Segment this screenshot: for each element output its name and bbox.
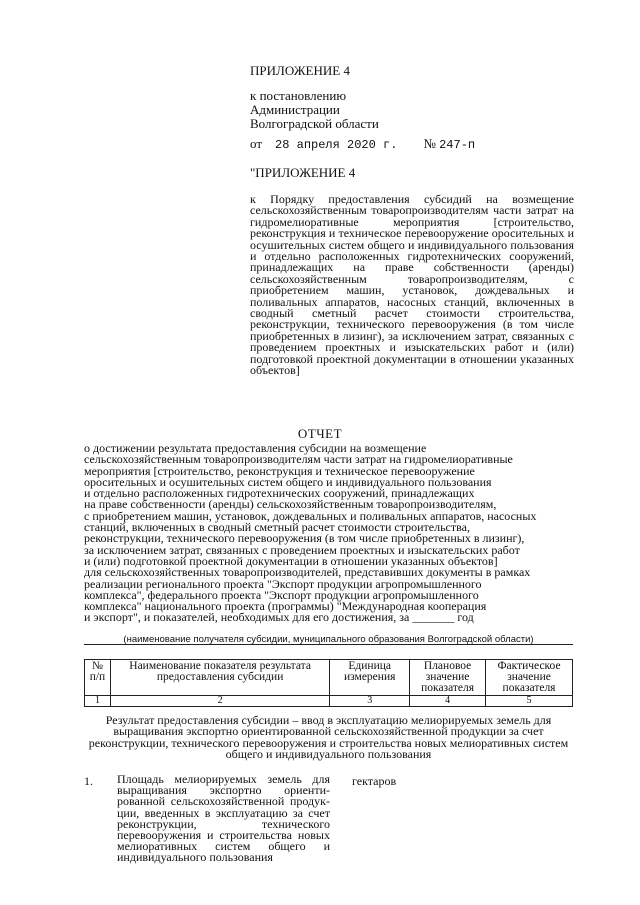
report-line: для сельскохозяйственных товаропроизводителей, представивших документы в рамках [84,565,531,580]
administration-label: Администрации [250,102,340,117]
order-text: к Порядку предоставления субсидий на возмещение сельскохозяйственным товаропроизводителям части затрат на гидромелиоративные мероприятия [строительство, реконструкция и техническое перевооружение оросительных и осушительных систем общего и индивидуального пользования и отдельно расположенных гидротехнических сооружений, принадлежащих на праве собственности (аренды) сельскохозяйственным товаропроизводителям, с приобретением машин, установок, дождевальных и поливальных аппаратов, насосных станций, включенных в сводный сметный расчет стоимости строительства, реконструкции, технического перевооружения (в том числе приобретенных в лизинг), за исключением затрат, связанных с проведением проектных и изыскательских работ и (или) подготовкой проектной документации в отношении указанных объектов] [250,192,574,378]
report-line: мероприятия [строительство, реконструкция и техническое перевооружение [84,463,475,478]
col-header-planned: Плановое значение показателя [410,660,486,696]
col-header-actual: Фактическое значение показателя [486,660,573,696]
report-line: оросительных и осушительных систем общего и индивидуального пользования [84,474,492,489]
recipient-caption: (наименование получателя субсидии, муниципального образования Волгоградской области) [123,634,534,645]
col-header-number: № п/п [85,660,111,696]
report-line: с приобретением машин, установок, дождевальных и поливальных аппаратов, насосных [84,508,537,523]
table-colnum-row [85,696,573,707]
decree-date-line [250,137,475,152]
col-number: 2 [110,696,329,707]
from-label: от [250,136,263,151]
report-line: и отдельно расположенных гидротехнических сооружений, принадлежащих [84,486,475,501]
table-header-row [85,660,573,696]
indicators-table [84,659,573,707]
report-line: реконструкции, технического перевооружения (в том числе приобретенных в лизинг), [84,531,525,546]
col-number: 4 [410,696,486,707]
row1-unit: гектаров [352,774,397,788]
col-number: 1 [85,696,111,707]
region-label: Волгоградской области [250,116,379,131]
row1-indicator: Площадь мелиорируемых земель для выращивания экспортно ориенти- рованной сельскохозяйственной продук- ции, введенных в эксплуатацию за счет реконструкции, технического перевооружения и строительства новых мелиоративных систем общего и индивидуального пользования [117,772,330,865]
report-line: реализации регионального проекта "Экспорт продукции агропромышленного [84,576,482,591]
result-heading: Результат предоставления субсидии – ввод в эксплуатацию мелиорируемых земель для выращивания экспортно ориентированной сельскохозяйственной продукции за счет реконструкции, технического перевооружения и строительства новых мелиоративных систем общего и индивидуального пользования [88,713,569,761]
report-body [84,443,573,624]
col-header-unit: Единица измерения [330,660,410,696]
report-line: о достижении результата предоставления субсидии на возмещение [84,441,427,455]
report-line: за исключением затрат, связанных с проведением проектных и изыскательских работ [84,542,520,557]
report-line: и экспорт", и показателей, необходимых для его достижения, за _______ год [84,610,474,625]
number-label: № [423,136,436,151]
report-line: сельскохозяйственным товаропроизводителям части затрат на гидромелиоративные [84,452,513,467]
col-number: 5 [486,696,573,707]
report-line: и (или) подготовкой проектной документации в отношении указанных объектов] [84,553,498,568]
to-decree-label: к постановлению [250,88,347,103]
report-title: ОТЧЕТ [297,426,343,441]
report-line: комплекса", федерального проекта "Экспорт продукции агропромышленного [84,587,479,602]
inner-appendix-title: "ПРИЛОЖЕНИЕ 4 [250,165,356,180]
appendix-title: ПРИЛОЖЕНИЕ 4 [250,63,350,78]
row1-number: 1. [84,774,93,788]
report-line: станций, включенных в сводный сметный расчет стоимости строительства, [84,520,470,535]
col-number: 3 [330,696,410,707]
col-header-indicator: Наименование показателя результата предоставления субсидии [110,660,329,696]
decree-number: 247-п [439,138,476,152]
decree-date: 28 апреля 2020 г. [275,138,398,152]
report-line: комплекса" национального проекта (программы) "Международная кооперация [84,599,487,614]
recipient-underline [84,644,573,645]
report-line: на праве собственности (аренды) сельскохозяйственным товаропроизводителям, [84,497,497,512]
